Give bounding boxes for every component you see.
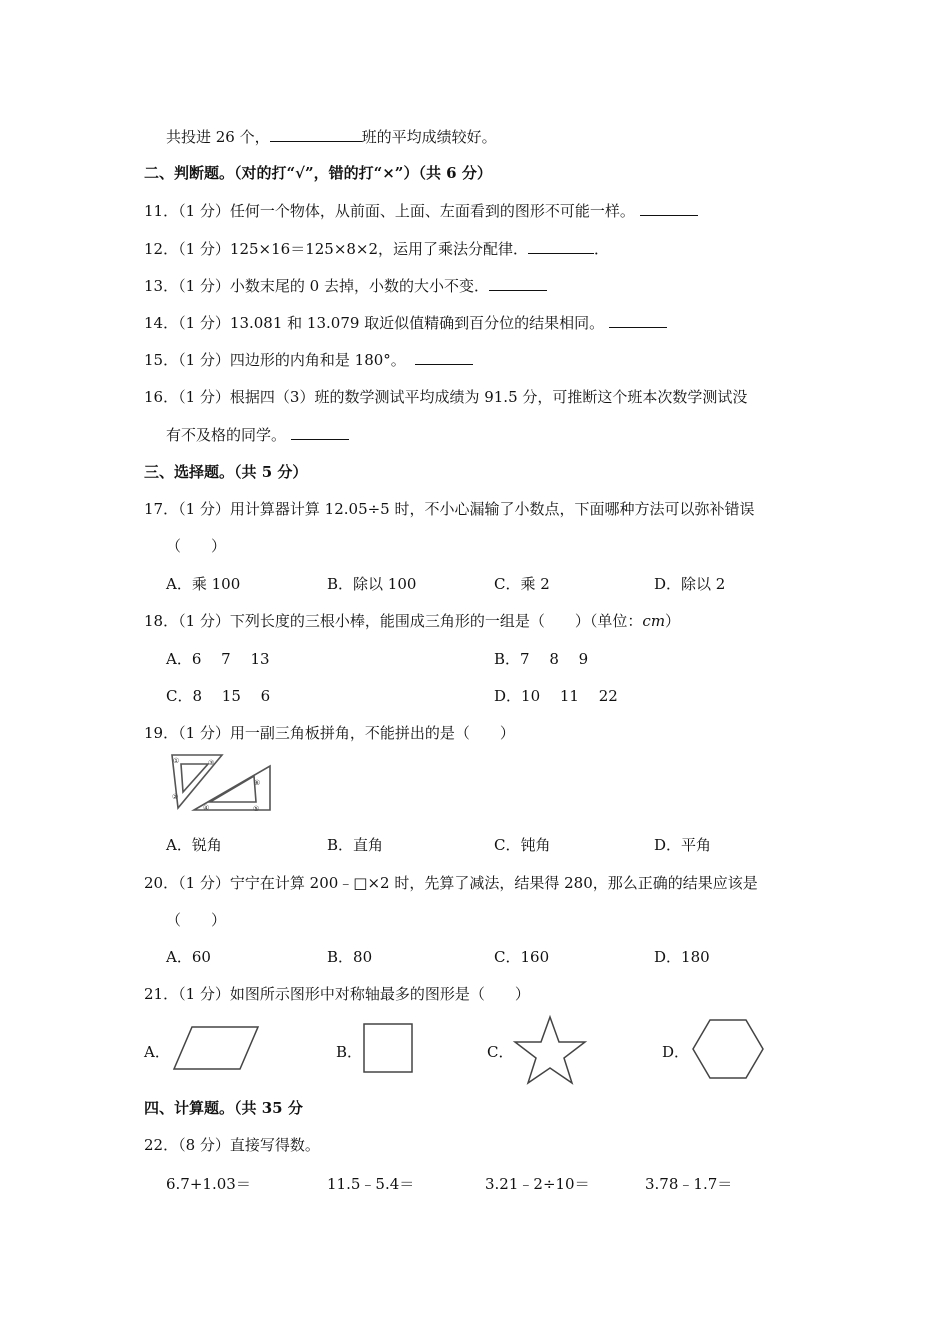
- option-b[interactable]: B．除以 100: [327, 575, 417, 593]
- answer-blank[interactable]: [640, 201, 698, 216]
- figure-label: ③: [208, 759, 215, 767]
- calc-item[interactable]: 3.78﹣1.7＝: [645, 1175, 733, 1193]
- answer-blank[interactable]: [609, 313, 667, 328]
- figure-label: ①: [173, 757, 180, 765]
- question-13: 13．（1 分）小数末尾的 0 去掉，小数的大小不变．: [144, 275, 547, 296]
- section-title: 四、计算题。（共 35 分: [144, 1099, 303, 1117]
- option-d[interactable]: D．180: [654, 948, 710, 966]
- question-16: 16．（1 分）根据四（3）班的数学测试平均成绩为 91.5 分，可推断这个班本次数学测试没: [144, 388, 748, 406]
- figure-label: ⑥: [254, 779, 261, 787]
- figure-label: ⑤: [253, 805, 260, 813]
- set-squares-figure: [170, 752, 272, 816]
- option-d[interactable]: D．10 11 22: [494, 687, 618, 705]
- option-a[interactable]: A．6 7 13: [166, 650, 270, 668]
- question-15: 15．（1 分）四边形的内角和是 180°。: [144, 349, 473, 370]
- calc-item[interactable]: 11.5﹣5.4＝: [327, 1175, 415, 1193]
- option-b[interactable]: B．7 8 9: [494, 650, 589, 668]
- answer-paren[interactable]: （ ）: [166, 911, 227, 929]
- option-d[interactable]: D．除以 2: [654, 575, 726, 593]
- calc-item[interactable]: 6.7+1.03＝: [166, 1175, 251, 1193]
- calc-item[interactable]: 3.21﹣2÷10＝: [485, 1175, 590, 1193]
- figure-label: ②: [172, 793, 179, 801]
- answer-blank[interactable]: [270, 127, 362, 142]
- star-shape: [512, 1014, 588, 1086]
- answer-blank[interactable]: [291, 425, 349, 440]
- option-b[interactable]: B．80: [327, 948, 373, 966]
- answer-blank[interactable]: [528, 239, 594, 254]
- section-title: 二、判断题。（对的打“√”，错的打“×”）（共 6 分）: [144, 164, 492, 182]
- option-a[interactable]: A．乘 100: [166, 575, 241, 593]
- square-shape: [362, 1022, 414, 1074]
- question-21: 21．（1 分）如图所示图形中对称轴最多的图形是（ ）: [144, 985, 530, 1003]
- option-b[interactable]: B．: [336, 1043, 363, 1061]
- question-14: 14．（1 分）13.081 和 13.079 取近似值精确到百分位的结果相同。: [144, 312, 667, 333]
- question-22: 22．（8 分）直接写得数。: [144, 1136, 320, 1154]
- option-a[interactable]: A．: [144, 1043, 170, 1061]
- option-a[interactable]: A．锐角: [166, 836, 222, 854]
- option-c[interactable]: C．: [487, 1043, 514, 1061]
- question-18: 18．（1 分）下列长度的三根小棒，能围成三角形的一组是（ ）（单位：cm）: [144, 612, 681, 630]
- section-title: 三、选择题。（共 5 分）: [144, 463, 308, 481]
- option-c[interactable]: C．乘 2: [494, 575, 550, 593]
- question-20: 20．（1 分）宁宁在计算 200﹣□×2 时，先算了减法，结果得 280，那么正确的结果应该是: [144, 874, 758, 892]
- question-19: 19．（1 分）用一副三角板拼角，不能拼出的是（ ）: [144, 724, 515, 742]
- option-c[interactable]: C．8 15 6: [166, 687, 271, 705]
- option-c[interactable]: C．钝角: [494, 836, 551, 854]
- option-d[interactable]: D．: [662, 1043, 690, 1061]
- question-16-cont: 有不及格的同学。: [166, 424, 349, 445]
- question-17: 17．（1 分）用计算器计算 12.05÷5 时，不小心漏输了小数点，下面哪种方法可以弥补错误: [144, 500, 755, 518]
- option-a[interactable]: A．60: [166, 948, 211, 966]
- answer-blank[interactable]: [415, 350, 473, 365]
- option-c[interactable]: C．160: [494, 948, 550, 966]
- figure-label: ④: [203, 804, 210, 812]
- answer-blank[interactable]: [489, 276, 547, 291]
- answer-paren[interactable]: （ ）: [166, 537, 227, 555]
- q10-tail: 共投进 26 个， 班的平均成绩较好。: [166, 128, 497, 146]
- question-11: 11．（1 分）任何一个物体，从前面、上面、左面看到的图形不可能一样。: [144, 200, 698, 221]
- option-d[interactable]: D．平角: [654, 836, 712, 854]
- parallelogram-shape: [170, 1024, 262, 1072]
- option-b[interactable]: B．直角: [327, 836, 384, 854]
- question-12: 12．（1 分）125×16＝125×8×2，运用了乘法分配律． ．: [144, 240, 610, 258]
- hexagon-shape: [690, 1017, 766, 1081]
